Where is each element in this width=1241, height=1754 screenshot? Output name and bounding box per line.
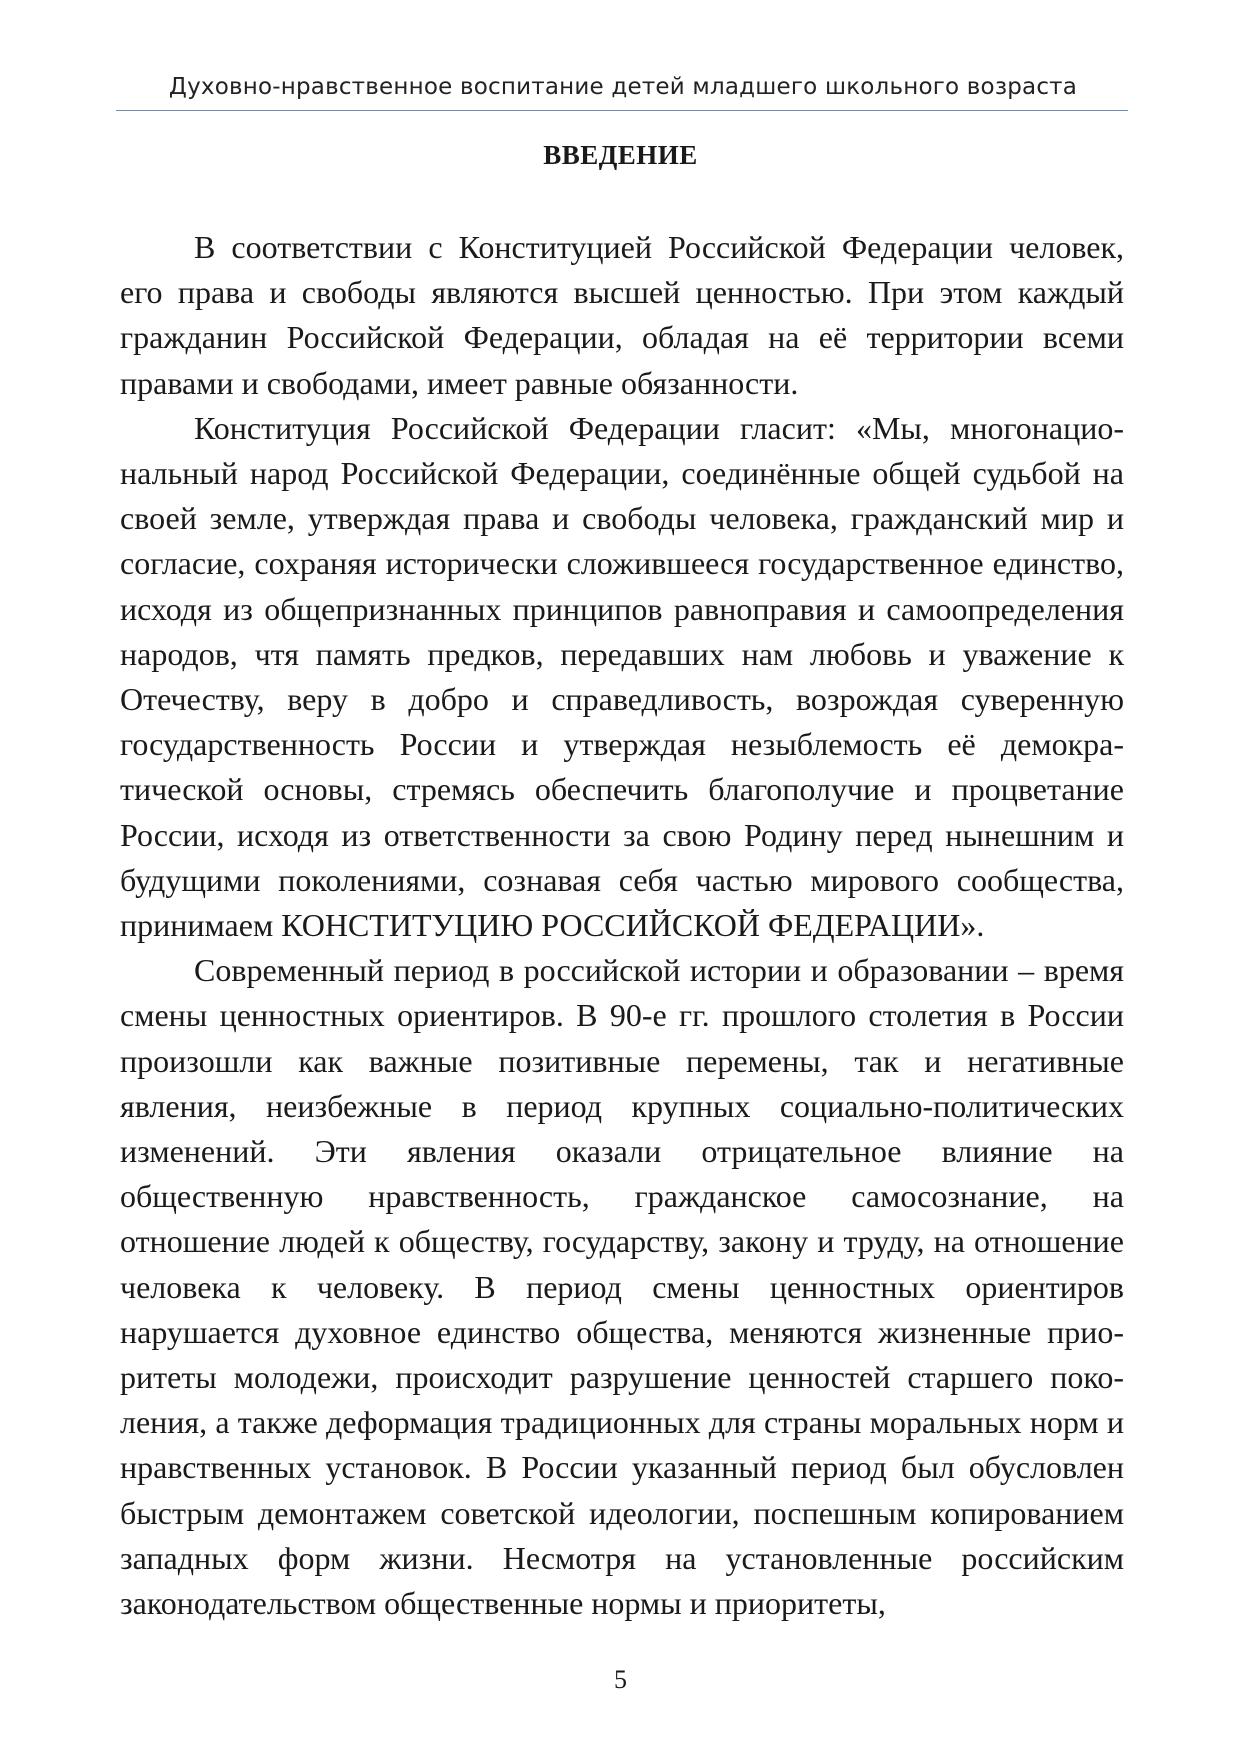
header-rule [116, 110, 1128, 111]
paragraph-1: В соответствии с Конституцией Российской Федерации человек, его права и свободы являются высшей ценностью. При этом каждый гражданин Российской Федерации, обладая на её территории всеми правами и свободами, имеет равные обязанности. [120, 229, 1124, 401]
section-title: ВВЕДЕНИЕ [543, 140, 698, 170]
paragraph-2: Конституция Российской Федерации гласит: «Мы, многонациональный народ Российской Федерации, соединённые общей судьбой на своей земле, утверждая права и свободы человека, гражданский мир и согласие, сохраняя исторически сложившееся государственное единство, исходя из общепризнанных принципов равноправия и самоопределения народов, чтя память предков, передавших нам любовь и уважение к Отечеству, веру в добро и справедливость, возрождая суверенную государственность России и утверждая незыблемость её демократической основы, стремясь обеспечить благополучие и процветание России, исходя из ответственности за свою Родину перед нынешним и будущими поколениями, сознавая себя частью мирового сообщества, принимаем КОНСТИТУЦИЮ РОССИЙСКОЙ ФЕДЕРАЦИИ». [120, 409, 1124, 944]
paragraph-3: Современный период в российской истории и образовании – время смены ценностных ориентиров. В 90-е гг. прошлого столетия в России произошли как важные позитивные перемены, так и негативные явления, неизбежные в период крупных социально-политических изменений. Эти явления оказали отрицательное влияние на общественную нравственность, гражданское самосознание, на отношение людей к обществу, государству, закону и труду, на отношение человека к человеку. В период смены ценностных ориентиров нарушается духовное единство общества, меняются жизненные приоритеты молодежи, происходит разрушение ценностей старшего поколения, а также деформация традиционных для страны моральных норм и нравственных установок. В России указанный период был обусловлен быстрым демонтажем советской идеологии, поспешным копированием западных форм жизни. Несмотря на установленные российским законодательством общественные нормы и приоритеты, [120, 952, 1124, 1622]
running-header: Духовно-нравственное воспитание детей младшего школьного возраста [168, 74, 1078, 100]
page-number: 5 [614, 1665, 627, 1694]
body-text [120, 225, 1124, 1626]
